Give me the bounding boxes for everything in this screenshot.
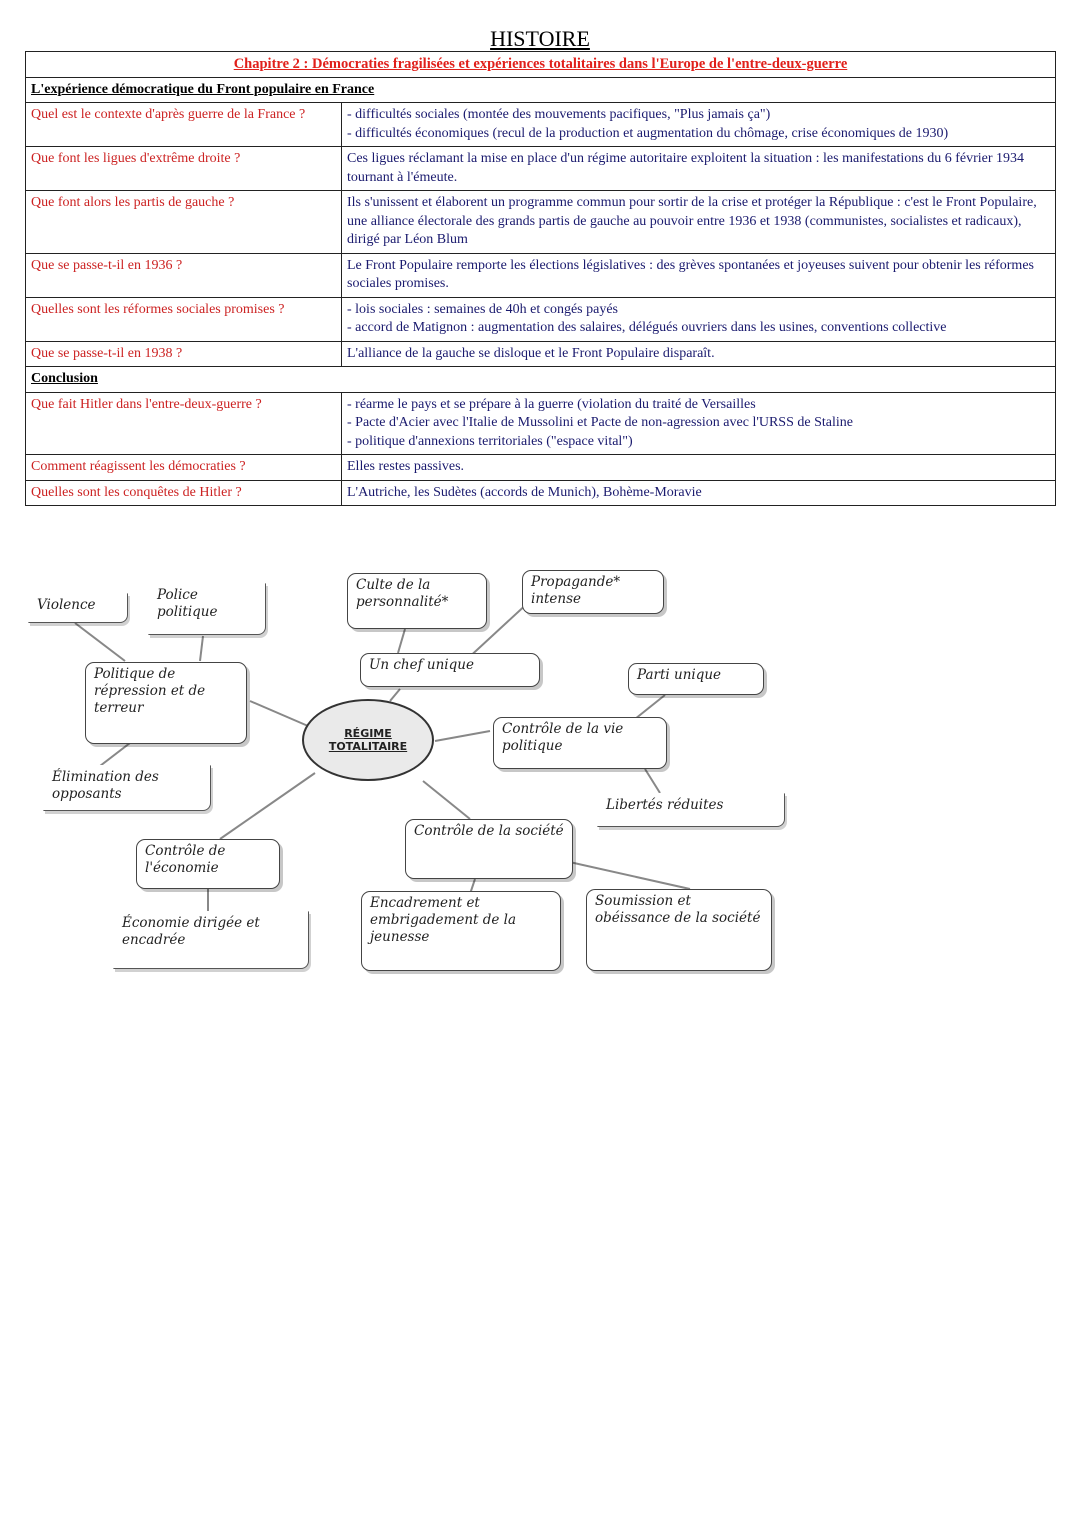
answer-line: Ces ligues réclamant la mise en place d'un régime autoritaire exploitent la situation : les manifestations du 6 février 1934 tournant à l'émeute.: [347, 151, 1025, 185]
totalitarian-regime-mindmap: [25, 561, 805, 981]
question-cell: Que fait Hitler dans l'entre-deux-guerre ?: [26, 392, 342, 455]
answer-cell: [342, 392, 1056, 455]
answer-cell: [342, 480, 1056, 506]
connector-line: [565, 861, 690, 889]
table-row: [26, 147, 1056, 191]
node-violence: Violence: [28, 593, 128, 623]
section-heading-row: [26, 77, 1056, 103]
node-soumission-obeissance: Soumission et obéissance de la société: [586, 889, 772, 971]
center-label-line1: RÉGIME: [344, 727, 392, 740]
node-controle-vie-politique: Contrôle de la vie politique: [493, 717, 667, 769]
node-elimination-opposants: Élimination des opposants: [43, 765, 211, 811]
section-heading-row: [26, 367, 1056, 393]
answer-line: - politique d'annexions territoriales ("espace vital"): [347, 433, 633, 449]
node-parti-unique: Parti unique: [628, 663, 764, 695]
answer-line: L'Autriche, les Sudètes (accords de Munich), Bohème-Moravie: [347, 484, 702, 500]
history-table: [25, 51, 1056, 506]
center-node-regime-totalitaire: [302, 699, 434, 781]
table-row: [26, 103, 1056, 147]
answer-line: Ils s'unissent et élaborent un programme commun pour sortir de la crise et protéger la République : c'est le Front Populaire, une alliance électorale des grands partis de gauche au pouvoir entre 1936 et 1938 (communistes, socialistes et radicaux), dirigé par Léon Blum: [347, 195, 1037, 247]
table-row: [26, 191, 1056, 254]
center-label-line2: TOTALITAIRE: [328, 740, 408, 753]
node-controle-societe: Contrôle de la société: [405, 819, 573, 879]
connector-line: [635, 695, 665, 719]
page-title: HISTOIRE: [490, 26, 590, 51]
node-culte-personnalite: Culte de la personnalité*: [347, 573, 487, 629]
table-row: [26, 392, 1056, 455]
table-row: [26, 253, 1056, 297]
node-propagande: Propagande* intense: [522, 570, 664, 614]
answer-cell: [342, 297, 1056, 341]
section-heading-front-populaire: L'expérience démocratique du Front populaire en France: [26, 77, 1056, 103]
answer-line: L'alliance de la gauche se disloque et le Front Populaire disparaît.: [347, 345, 715, 361]
connector-line: [390, 689, 400, 701]
connector-line: [645, 769, 660, 793]
node-encadrement-jeunesse: Encadrement et embrigadement de la jeunesse: [361, 891, 561, 971]
answer-line: - réarme le pays et se prépare à la guerre (violation du traité de Versailles: [347, 396, 756, 412]
table-row: [26, 297, 1056, 341]
connector-line: [423, 781, 470, 819]
node-police-politique: Police politique: [148, 583, 266, 635]
table-row: [26, 341, 1056, 367]
answer-cell: [342, 147, 1056, 191]
answer-cell: [342, 103, 1056, 147]
node-controle-economie: Contrôle de l'économie: [136, 839, 280, 889]
question-cell: Quelles sont les réformes sociales promises ?: [26, 297, 342, 341]
node-politique-repression: Politique de répression et de terreur: [85, 662, 247, 744]
connector-line: [398, 629, 405, 653]
question-cell: Que se passe-t-il en 1938 ?: [26, 341, 342, 367]
answer-line: Le Front Populaire remporte les élections législatives : des grèves spontanées et joyeuses suivent pour obtenir les réformes sociales promises.: [347, 257, 1034, 291]
question-cell: Que se passe-t-il en 1936 ?: [26, 253, 342, 297]
chapter-row: [26, 52, 1056, 78]
node-libertes-reduites: Libertés réduites: [597, 793, 785, 827]
answer-cell: [342, 341, 1056, 367]
node-chef-unique: Un chef unique: [360, 653, 540, 687]
question-cell: Comment réagissent les démocraties ?: [26, 455, 342, 481]
answer-cell: [342, 191, 1056, 254]
answer-line: - Pacte d'Acier avec l'Italie de Mussolini et Pacte de non-agression avec l'URSS de Staline: [347, 415, 853, 430]
answer-cell: [342, 455, 1056, 481]
question-cell: Quelles sont les conquêtes de Hitler ?: [26, 480, 342, 506]
connector-line: [200, 636, 203, 661]
connector-line: [75, 623, 125, 661]
answer-cell: [342, 253, 1056, 297]
answer-line: - lois sociales : semaines de 40h et congés payés: [347, 301, 618, 317]
answer-line: - difficultés sociales (montée des mouvements pacifiques, "Plus jamais ça"): [347, 107, 771, 122]
table-row: [26, 480, 1056, 506]
connector-line: [220, 773, 315, 839]
connector-line: [100, 743, 130, 766]
answer-line: Elles restes passives.: [347, 459, 465, 474]
node-economie-dirigee: Économie dirigée et encadrée: [113, 911, 309, 969]
section-heading-conclusion: Conclusion: [26, 367, 1056, 393]
question-cell: Quel est le contexte d'après guerre de la France ?: [26, 103, 342, 147]
connector-line: [435, 731, 490, 741]
answer-line: - difficultés économiques (recul de la production et augmentation du chômage, crise économiques de 1930): [347, 125, 949, 141]
question-cell: Que font les ligues d'extrême droite ?: [26, 147, 342, 191]
answer-line: - accord de Matignon : augmentation des salaires, délégués ouvriers dans les usines, conventions collective: [347, 320, 947, 335]
chapter-title: Chapitre 2 : Démocraties fragilisées et expériences totalitaires dans l'Europe de l'entre-deux-guerre: [26, 52, 1056, 78]
question-cell: Que font alors les partis de gauche ?: [26, 191, 342, 254]
table-row: [26, 455, 1056, 481]
